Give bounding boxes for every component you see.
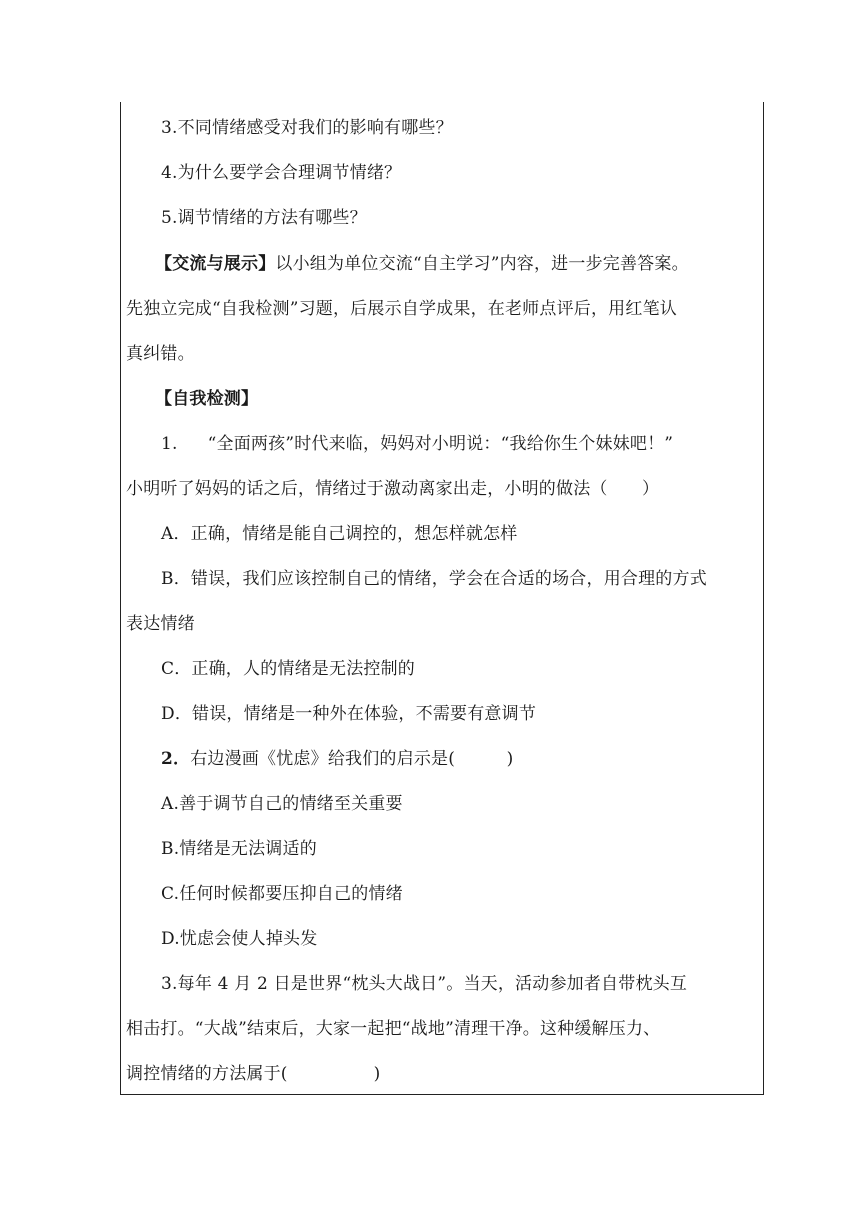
question-3: 3.不同情绪感受对我们的影响有哪些？: [161, 118, 453, 138]
q1-line-2: 小明听了妈妈的话之后，情绪过于激动离家出走，小明的做法（ ）: [126, 479, 660, 499]
q3-line-3: 调控情绪的方法属于( ): [126, 1064, 381, 1084]
q2-stem: 右边漫画《忧虑》给我们的启示是( ): [190, 749, 514, 769]
q3-line-2: 相击打。“大战”结束后，大家一起把“战地”清理干净。这种缓解压力、: [126, 1019, 661, 1039]
exchange-line-3: 真纠错。: [126, 344, 195, 364]
q2-number: 2．: [161, 749, 191, 769]
q1-option-d: D．错误，情绪是一种外在体验，不需要有意调节: [161, 704, 537, 724]
self-test-heading: 【自我检测】: [155, 389, 259, 409]
exchange-line-1: [155, 252, 689, 276]
question-5: 5.调节情绪的方法有哪些？: [161, 208, 367, 228]
exchange-text: 以小组为单位交流“自主学习”内容，进一步完善答案。: [275, 254, 689, 274]
q3-line-1: 3.每年 4 月 2 日是世界“枕头大战日”。当天，活动参加者自带枕头互: [161, 974, 688, 994]
q1-stem: “全面两孩”时代来临，妈妈对小明说：“我给你生个妹妹吧！”: [207, 434, 674, 454]
q2-option-b: B.情绪是无法调适的: [161, 839, 317, 859]
q1-option-b: B．错误，我们应该控制自己的情绪，学会在合适的场合，用合理的方式: [161, 569, 707, 589]
exchange-line-2: 先独立完成“自我检测”习题，后展示自学成果，在老师点评后，用红笔认: [126, 299, 677, 319]
q1-option-b-cont: 表达情绪: [126, 614, 195, 634]
q1-option-c: C．正确，人的情绪是无法控制的: [161, 659, 416, 679]
question-4: 4.为什么要学会合理调节情绪？: [161, 163, 402, 183]
q2-option-a: A.善于调节自己的情绪至关重要: [161, 794, 403, 814]
q2-option-c: C.任何时候都要压抑自己的情绪: [161, 884, 403, 904]
q1-number: 1.: [161, 434, 178, 454]
q1-line-1: [161, 432, 673, 456]
q1-option-a: A．正确，情绪是能自己调控的，想怎样就怎样: [161, 524, 518, 544]
q2-line: [161, 747, 514, 771]
q2-option-d: D.忧虑会使人掉头发: [161, 929, 318, 949]
exchange-heading: 【交流与展示】: [155, 254, 276, 274]
